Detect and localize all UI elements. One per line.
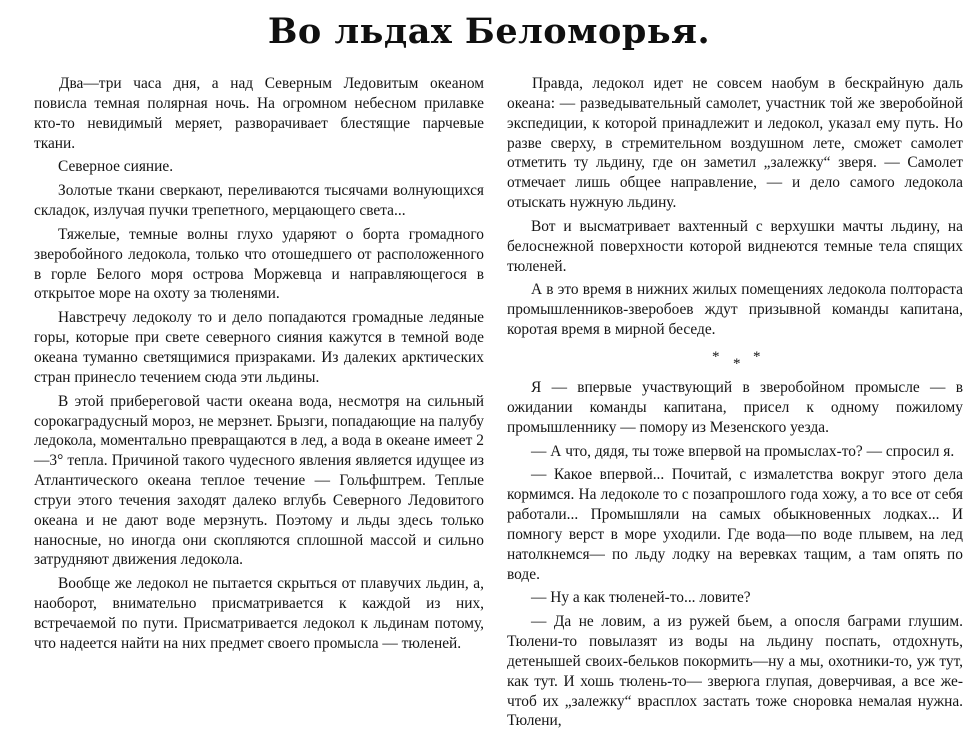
article-title: Во льдах Беломорья. (267, 11, 711, 52)
paragraph: Два—три часа дня, а над Северным Ледовитым океаном повисла темная полярная ночь. На огромном небесном прилавке кто-то невидимый меряет, разворачивает блестящие парчевые ткани. (34, 75, 484, 152)
paragraph: — Какое впервой... Почитай, с измалетства вокруг этого дела кормимся. На ледоколе то с позапрошлого года хожу, а то все от себя работали... Промышляли на самых обыкновенных лодках... И помногу верст в море уходили. Где вода—по воде плывем, на лед натолкнемся— по льду лодку на веревках тащим, а там опять по воде. (507, 466, 963, 583)
paragraph: — Да не ловим, а из ружей бьем, а опосля баграми глушим. Тюлени-то повылазят из воды на льдину поспать, отдохнуть, детенышей своих-бельков покормить—ну а мы, охотники-то, уж тут, как тут. И хошь тюлень-то— зверюга глупая, доверчивая, а все же-чтоб их „залежку“ врасплох застать тоже сноровка немалая нужна. Тюлени, (507, 613, 963, 730)
paragraph: В этой прибереговой части океана вода, несмотря на сильный сорокаградусный мороз, не мерзнет. Брызги, попадающие на палубу ледокола, моментально превращаются в лед, а вода в океане имеет 2—3° тепла. Причиной такого чудесного явления является идущее из Атлантического океана теплое течение — Гольфштрем. Теплые струи этого течения заходят далеко вглубь Северного Ледовитого океана и не дают воде мерзнуть. Поэтому и льды здесь только наносные, но иногда они скопляются сплошной массой и сильно затрудняют движения ледокола. (34, 392, 484, 569)
section-divider (507, 344, 963, 378)
divider-asterisk: * (753, 348, 761, 365)
paragraph: Тяжелые, темные волны глухо ударяют о борта громадного зверобойного ледокола, только что отошедшего от расположенного в горле Белого моря острова Моржевца и направляющегося в открытое море на охоту за тюленями. (34, 225, 484, 303)
paragraph: — А что, дядя, ты тоже впервой на промыслах-то? — спросил я. (531, 442, 955, 460)
paragraph: Северное сияние. (58, 158, 174, 176)
paragraph: Вообще же ледокол не пытается скрыться от плавучих льдин, а, наоборот, внимательно присматривается к каждой из них, встречаемой по пути. Присматривается ледокол к льдинам потому, что надеется найти на них предмет своего промысла — тюленей. (34, 575, 484, 652)
paragraph: Правда, ледокол идет не совсем наобум в бескрайную даль океана: — разведывательный самолет, участник той же зверобойной экспедиции, к которой принадлежит и ледокол, указал ему путь. Но разве сверху, в стремительном воздушном лете, сможет самолет отметить ту льдину, где он заметил „залежку“ зверя. — Самолет отмечает лишь общее направление, — и дело самого ледокола отыскать нужную льдину. (507, 75, 963, 212)
right-column (507, 74, 963, 735)
left-column (34, 74, 484, 658)
paragraph: Вот и высматривает вахтенный с верхушки мачты льдину, на белоснежной поверхности которой виднеются темные тела спящих тюленей. (507, 217, 963, 275)
paragraph: Золотые ткани сверкают, переливаются тысячами волнующихся складок, излучая пучки трепетного, мерцающего света... (34, 182, 484, 220)
paragraph: А в это время в нижних жилых помещениях ледокола полтораста промышленников-зверобоев ждут призывной команды капитана, коротая время в мирной беседе. (507, 281, 963, 339)
divider-asterisk: * (712, 348, 720, 365)
paragraph: Я — впервые участвующий в зверобойном промысле — в ожидании команды капитана, присел к одному пожилому промышленнику — помору из Мезенского уезда. (507, 378, 963, 436)
divider-asterisk: * (733, 355, 741, 372)
paragraph: — Ну а как тюленей-то... ловите? (531, 589, 751, 607)
paragraph: Навстречу ледоколу то и дело попадаются громадные ледяные горы, которые при свете северного сияния кажутся в темной воде океана туманно светящимися призраками. Из далеких арктических стран принесло течением сюда эти льдины. (34, 309, 484, 386)
